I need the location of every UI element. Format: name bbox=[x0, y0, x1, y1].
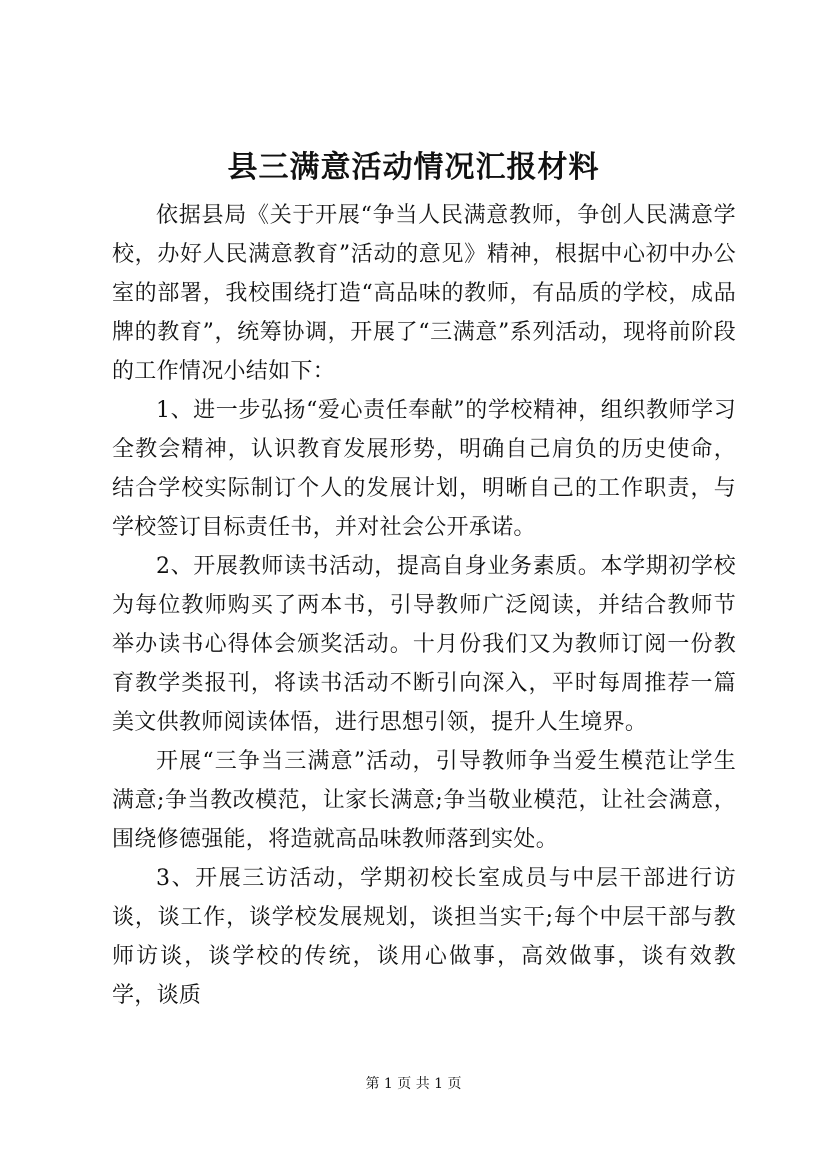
document-body bbox=[112, 196, 736, 1015]
paragraph-three-contend: 开展“三争当三满意”活动，引导教师争当爱生模范让学生满意;争当教改模范，让家长满意;争当敬业模范，让社会满意，围绕修德强能，将造就高品味教师落到实处。 bbox=[112, 749, 736, 852]
paragraph-item-1: 1、进一步弘扬“爱心责任奉献”的学校精神，组织教师学习全教会精神，认识教育发展形势，明确自己肩负的历史使命，结合学校实际制订个人的发展计划，明晰自己的工作职责，与学校签订目标责任书，并对社会公开承诺。 bbox=[112, 398, 736, 540]
paragraph-item-2: 2、开展教师读书活动，提高自身业务素质。本学期初学校为每位教师购买了两本书，引导教师广泛阅读，并结合教师节举办读书心得体会颁奖活动。十月份我们又为教师订阅一份教育教学类报刊，将读书活动不断引向深入，平时每周推荐一篇美文供教师阅读体悟，进行思想引领，提升人生境界。 bbox=[112, 554, 736, 735]
document-title: 县三满意活动情况汇报材料 bbox=[227, 150, 600, 185]
paragraph-item-3: 3、开展三访活动，学期初校长室成员与中层干部进行访谈，谈工作，谈学校发展规划，谈担当实干;每个中层干部与教师访谈，谈学校的传统，谈用心做事，高效做事，谈有效教学，谈质 bbox=[112, 866, 736, 1008]
paragraph-intro: 依据县局《关于开展“争当人民满意教师，争创人民满意学校，办好人民满意教育”活动的意见》精神，根据中心初中办公室的部署，我校围绕打造“高品味的教师，有品质的学校，成品牌的教育”，统筹协调，开展了“三满意”系列活动，现将前阶段的工作情况小结如下： bbox=[112, 203, 736, 384]
page-number-footer: 第 1 页 共 1 页 bbox=[365, 1076, 462, 1092]
